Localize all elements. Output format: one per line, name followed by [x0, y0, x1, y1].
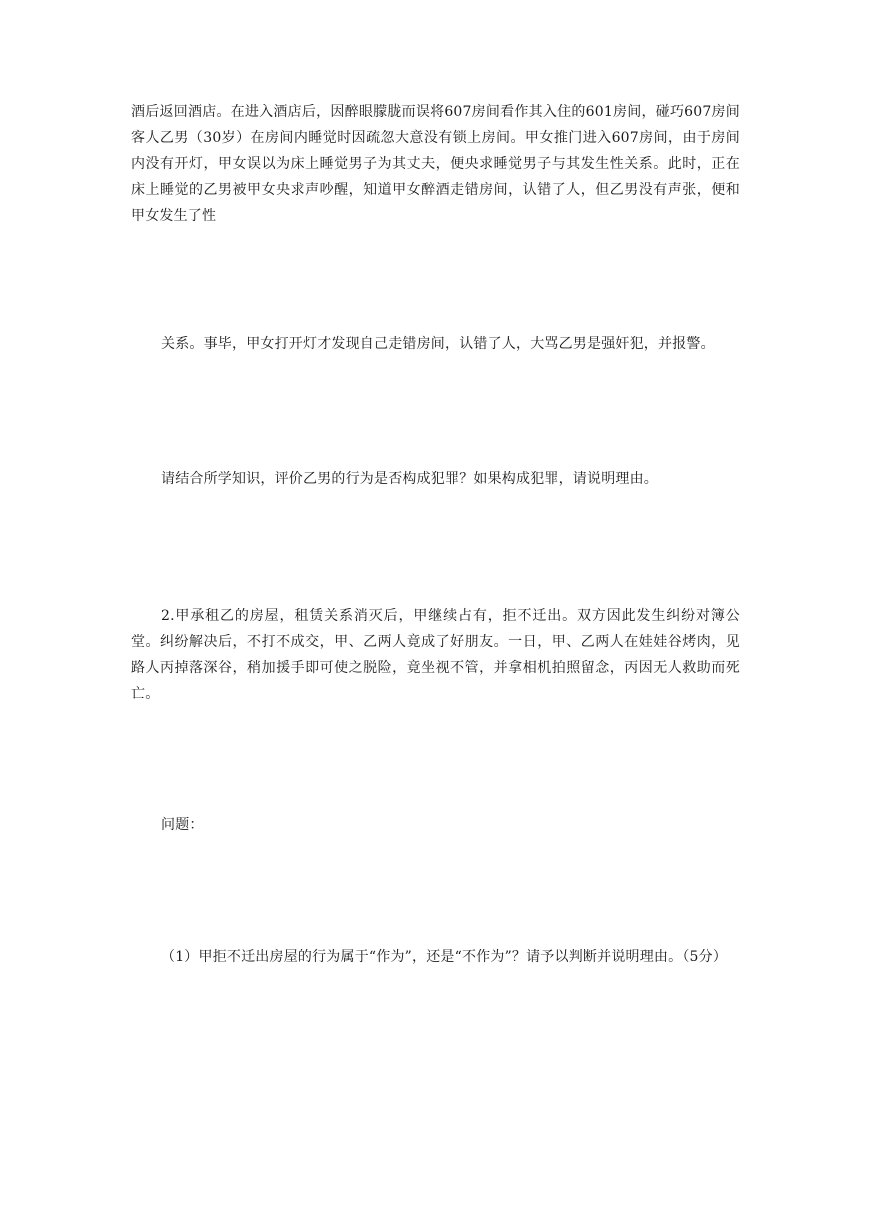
case-paragraph-continued: 酒后返回酒店。在进入酒店后，因醉眼朦胧而误将607房间看作其入住的601房间，碰巧607房间客人乙男（30岁）在房间内睡觉时因疏忽大意没有锁上房间。甲女推门进入607房间，由于房间内没有开灯，甲女误以为床上睡觉男子为其丈夫，便央求睡觉男子与其发生性关系。此时，正在床上睡觉的乙男被甲女央求声吵醒，知道甲女醉酒走错房间，认错了人，但乙男没有声张，便和甲女发生了性	[131, 104, 740, 224]
question-item-1: （1）甲拒不迁出房屋的行为属于“作为”，还是“不作为”？请予以判断并说明理由。（5分）	[161, 949, 728, 965]
question-heading: 问题：	[161, 817, 204, 833]
question-paragraph-1: 请结合所学知识，评价乙男的行为是否构成犯罪？如果构成犯罪，请说明理由。	[161, 471, 658, 487]
case-paragraph-conclusion: 关系。事毕，甲女打开灯才发现自己走错房间，认错了人，大骂乙男是强奸犯，并报警。	[161, 336, 715, 352]
case-paragraph-2: 2.甲承租乙的房屋，租赁关系消灭后，甲继续占有，拒不迁出。双方因此发生纠纷对簿公堂。纠纷解决后，不打不成交，甲、乙两人竟成了好朋友。一日，甲、乙两人在娃娃谷烤肉，见路人丙掉落深谷，稍加援手即可使之脱险，竟坐视不管，并拿相机拍照留念，丙因无人救助而死亡。	[131, 608, 740, 702]
